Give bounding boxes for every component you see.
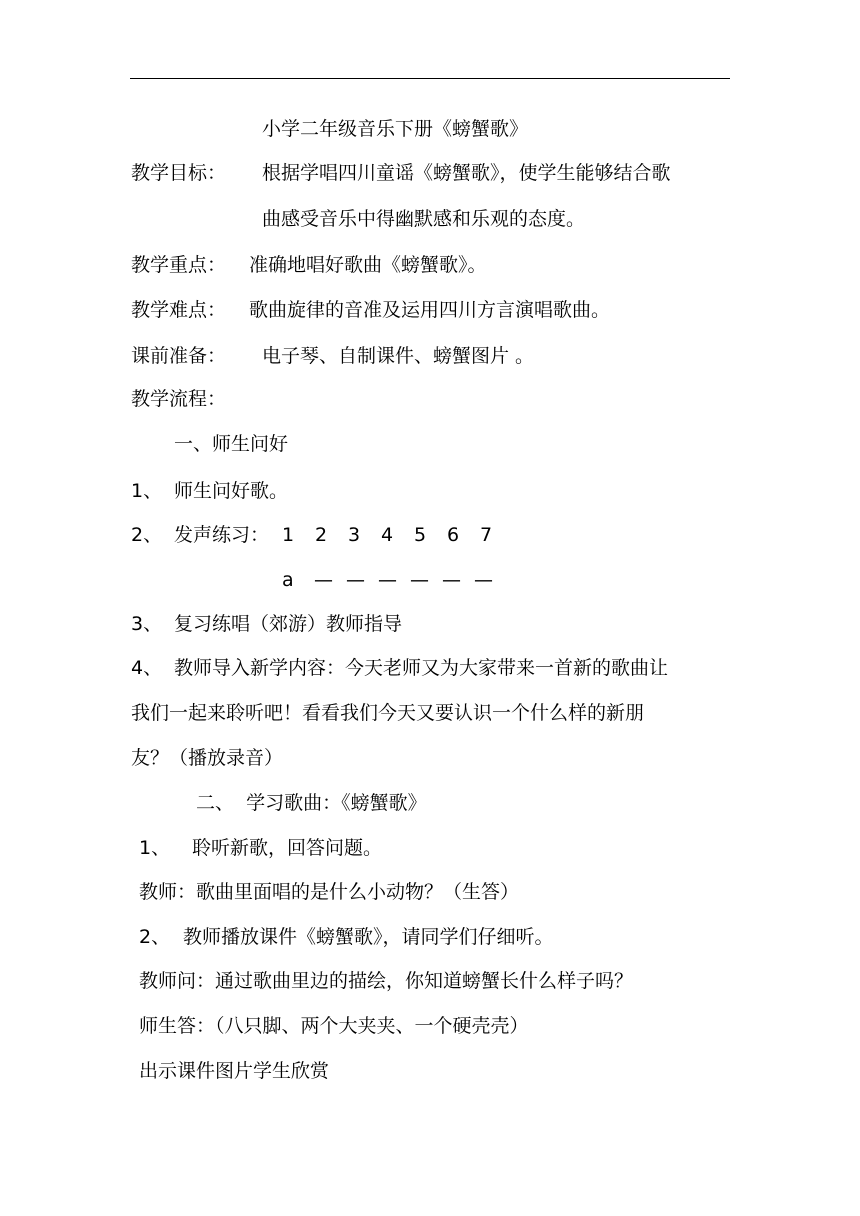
- difficulties-text: 歌曲旋律的音准及运用四川方言演唱歌曲。: [249, 299, 611, 321]
- teacher-question: 教师问：通过歌曲里边的描绘，你知道螃蟹长什么样子吗？: [139, 970, 634, 992]
- note-digit: 3: [348, 524, 361, 546]
- dash: —: [410, 569, 429, 591]
- vowel-row: [282, 567, 506, 593]
- item-number: 3、: [131, 613, 163, 635]
- dash: —: [474, 569, 493, 591]
- item-text: 教师导入新学内容：今天老师又为大家带来一首新的歌曲让: [174, 657, 669, 679]
- key-points-text: 准确地唱好歌曲《螃蟹歌》。: [249, 254, 487, 276]
- objectives-text-line1: 根据学唱四川童谣《螃蟹歌》，使学生能够结合歌: [262, 162, 671, 184]
- key-points-label: 教学重点：: [131, 254, 227, 276]
- header-rule: [130, 78, 730, 79]
- preparation-text: 电子琴、自制课件、螃蟹图片 。: [262, 345, 535, 367]
- note-digit: 5: [414, 524, 427, 546]
- dash: —: [346, 569, 365, 591]
- section1-heading: 一、师生问好: [174, 433, 289, 455]
- dash: —: [378, 569, 397, 591]
- difficulties-label: 教学难点：: [131, 299, 227, 321]
- dash: —: [442, 569, 461, 591]
- document-title: 小学二年级音乐下册《螃蟹歌》: [262, 118, 529, 140]
- vocal-notes: [282, 522, 513, 548]
- item-text: 复习练唱（郊游）教师指导: [174, 613, 403, 635]
- preparation-label: 课前准备：: [131, 345, 227, 367]
- item-number: 2、: [131, 524, 163, 546]
- item-number: 4、: [131, 657, 163, 679]
- section2-heading: 二、 学习歌曲：《螃蟹歌》: [196, 792, 427, 814]
- process-label: 教学流程：: [131, 388, 227, 410]
- vowel: a: [282, 569, 294, 591]
- note-digit: 6: [447, 524, 460, 546]
- dash: —: [314, 569, 333, 591]
- item-number: 2、: [139, 926, 171, 948]
- item-number: 1、: [139, 837, 171, 859]
- teacher-question: 教师：歌曲里面唱的是什么小动物？（生答）: [139, 881, 520, 903]
- note-digit: 2: [315, 524, 328, 546]
- item-text: 发声练习：: [174, 524, 270, 546]
- note-digit: 7: [480, 524, 493, 546]
- closing-line: 出示课件图片学生欣赏: [139, 1060, 330, 1082]
- item-text: 聆听新歌，回答问题。: [192, 837, 383, 859]
- item-text-continued: 我们一起来聆听吧！看看我们今天又要认识一个什么样的新朋: [131, 702, 645, 724]
- item-text-continued: 友？（播放录音）: [131, 747, 284, 769]
- note-digit: 1: [282, 524, 295, 546]
- objectives-label: 教学目标：: [131, 162, 227, 184]
- item-text: 教师播放课件《螃蟹歌》，请同学们仔细听。: [183, 926, 554, 948]
- item-number: 1、: [131, 480, 163, 502]
- item-text: 师生问好歌。: [174, 480, 289, 502]
- note-digit: 4: [381, 524, 394, 546]
- answer-text: 师生答：（八只脚、两个大夹夹、一个硬壳壳）: [139, 1015, 529, 1037]
- objectives-text-line2: 曲感受音乐中得幽默感和乐观的态度。: [262, 208, 586, 230]
